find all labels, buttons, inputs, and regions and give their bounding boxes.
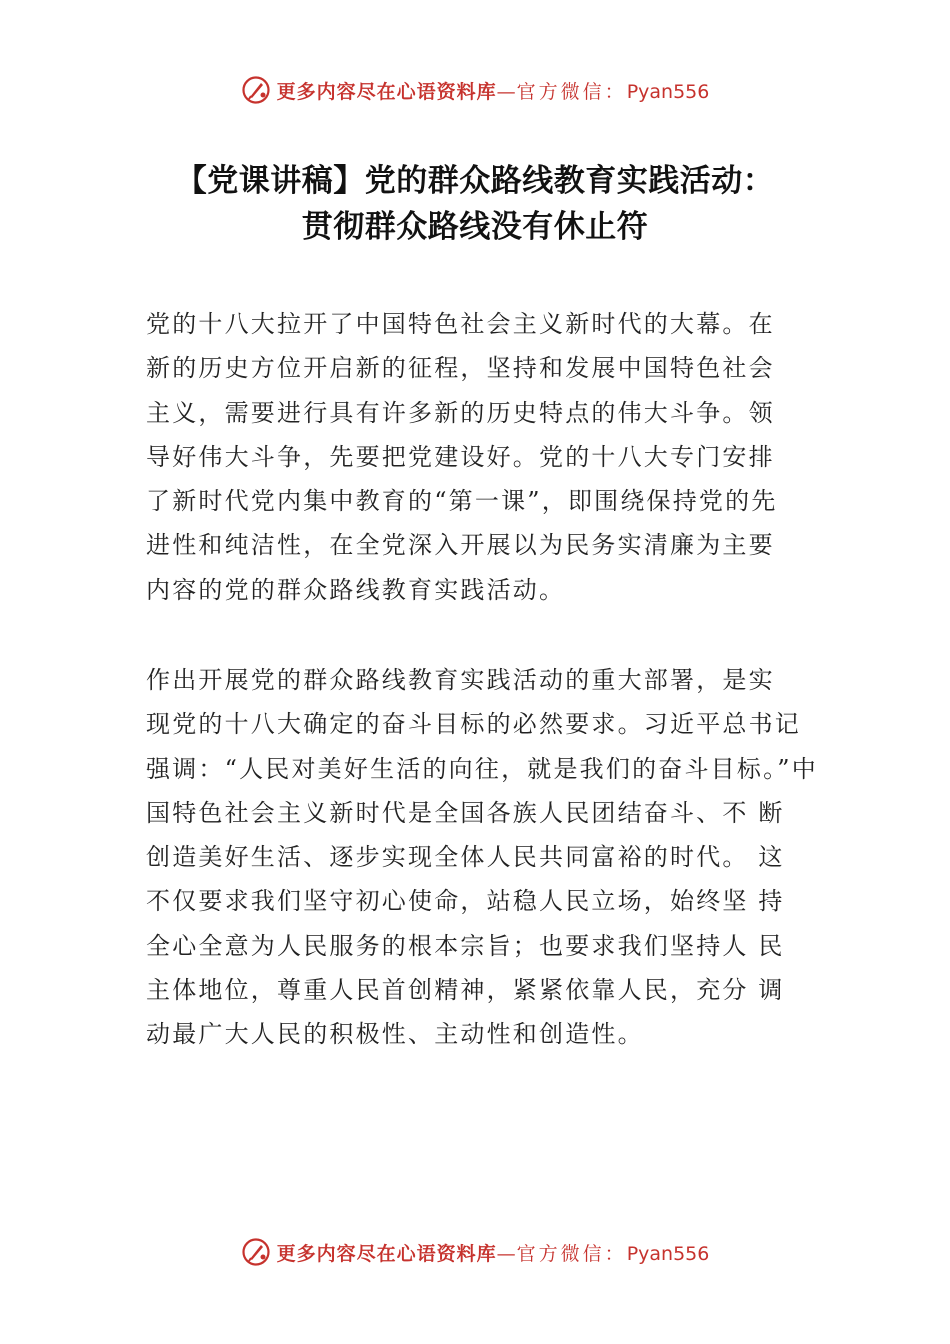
- title-line: 贯彻群众路线没有休止符: [301, 209, 649, 245]
- header-banner: [0, 70, 950, 110]
- paragraph-line: 党的十八大拉开了中国特色社会主义新时代的大幕。在: [146, 310, 775, 338]
- paragraph-line: 了新时代党内集中教育的“第一课”，即围绕保持党的先: [146, 487, 778, 516]
- banner-brand: 更多内容尽在心语资料库: [276, 80, 497, 103]
- paragraph-line: 创造美好生活、逐步实现全体人民共同富裕的时代。 这: [146, 843, 785, 872]
- paragraph-line: 动最广大人民的积极性、主动性和创造性。: [146, 1020, 644, 1049]
- paragraph-line: 强调：“人民对美好生活的向往，就是我们的奋斗目标。”中: [146, 754, 818, 783]
- paragraph-line: 全心全意为人民服务的根本宗旨；也要求我们坚持人 民: [146, 931, 785, 960]
- paragraph-line: 导好伟大斗争，先要把党建设好。党的十八大专门安排: [146, 442, 775, 471]
- quill-circle-icon: [241, 75, 271, 105]
- banner-dash: —: [496, 1242, 517, 1265]
- banner-wechat-label: 官方微信：: [516, 1242, 627, 1265]
- banner-account: Pyan556: [626, 1242, 710, 1265]
- paragraph-line: 主义，需要进行具有许多新的历史特点的伟大斗争。领: [146, 398, 775, 427]
- title-line: 【党课讲稿】党的群众路线教育实践活动：: [175, 163, 775, 199]
- quill-circle-icon: [241, 1237, 271, 1267]
- paragraph-line: 新的历史方位开启新的征程，坚持和发展中国特色社会: [146, 354, 775, 383]
- paragraph-line: 主体地位，尊重人民首创精神，紧紧依靠人民，充分 调: [146, 976, 785, 1005]
- banner-brand: 更多内容尽在心语资料库: [276, 1242, 497, 1265]
- paragraph-line: 国特色社会主义新时代是全国各族人民团结奋斗、不 断: [146, 798, 785, 827]
- paragraph-line: 内容的党的群众路线教育实践活动。: [146, 575, 566, 604]
- paragraph-2: [146, 658, 836, 1057]
- paragraph-1: [146, 302, 836, 612]
- paragraph-line: 作出开展党的群众路线教育实践活动的重大部署，是实: [146, 666, 775, 694]
- banner-wechat-label: 官方微信：: [516, 80, 627, 103]
- banner-account: Pyan556: [626, 80, 710, 103]
- document-title: [80, 158, 870, 250]
- paragraph-line: 不仅要求我们坚守初心使命，站稳人民立场，始终坚 持: [146, 887, 785, 916]
- banner-dash: —: [496, 80, 517, 103]
- paragraph-line: 进性和纯洁性，在全党深入开展以为民务实清廉为主要: [146, 531, 775, 560]
- paragraph-line: 现党的十八大确定的奋斗目标的必然要求。习近平总书记: [146, 710, 801, 739]
- footer-banner: [0, 1232, 950, 1272]
- header-banner-text: [277, 77, 710, 104]
- footer-banner-text: [277, 1239, 710, 1266]
